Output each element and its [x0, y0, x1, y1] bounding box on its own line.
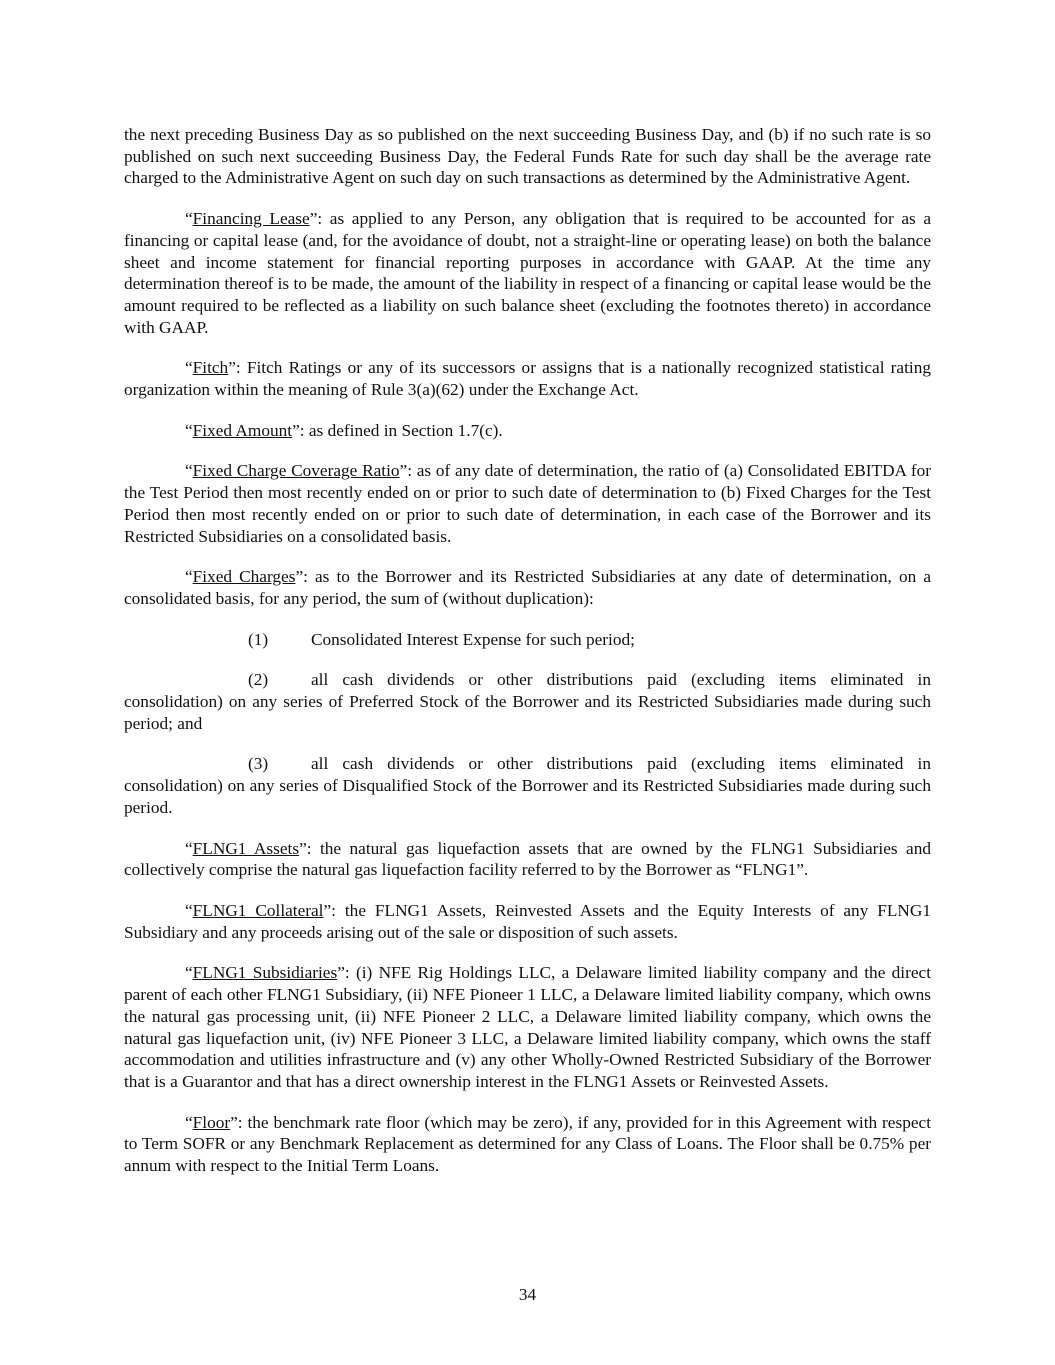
defined-term: Financing Lease	[192, 209, 310, 229]
definition-flng1-collateral: “FLNG1 Collateral”: the FLNG1 Assets, Reinvested Assets and the Equity Interests of any FLNG1 Subsidiary and any proceeds arising out of the sale or disposition of such assets.	[124, 900, 932, 942]
page-number: 34	[518, 1285, 537, 1304]
definition-floor: “Floor”: the benchmark rate floor (which may be zero), if any, provided for in this Agreement with respect to Term SOFR or any Benchmark Replacement as determined for any Class of Loans. The Floor shall be 0.75% per annum with respect to the Initial Term Loans.	[124, 1112, 931, 1176]
list-number: (3)	[248, 754, 269, 774]
definition-flng1-assets: “FLNG1 Assets”: the natural gas liquefaction assets that are owned by the FLNG1 Subsidiaries and collectively comprise the natural gas liquefaction facility referred to by the Borrower as “FLNG1”.	[124, 838, 931, 880]
definition-fixed-charge-coverage-ratio: “Fixed Charge Coverage Ratio”: as of any date of determination, the ratio of (a) Consolidated EBITDA for the Test Period then most recently ended on or prior to such date of determination to (b) Fixed Charges for the Test Period then most recently ended on or prior to such date of determination, in each case of the Borrower and its Restricted Subsidiaries on a consolidated basis.	[124, 461, 931, 546]
list-item: (3) all cash dividends or other distributions paid (excluding items eliminated in consolidation) on any series of Disqualified Stock of the Borrower and its Restricted Subsidiaries made during such period.	[124, 754, 931, 817]
list-number: (2)	[248, 670, 269, 690]
defined-term: Fitch	[192, 358, 229, 378]
defined-term: Fixed Charges	[192, 567, 296, 587]
definition-fixed-amount: “Fixed Amount”: as defined in Section 1.7(c).	[185, 420, 503, 440]
defined-term: FLNG1 Collateral	[192, 900, 324, 920]
list-number: (1)	[248, 629, 269, 649]
list-item: (2) all cash dividends or other distributions paid (excluding items eliminated in consolidation) on any series of Preferred Stock of the Borrower and its Restricted Subsidiaries made during such period; and	[124, 670, 931, 733]
defined-term: FLNG1 Subsidiaries	[192, 963, 338, 983]
document-body	[124, 124, 931, 1196]
list-item: (1) Consolidated Interest Expense for such period;	[248, 629, 635, 649]
definition-fixed-charges: “Fixed Charges”: as to the Borrower and its Restricted Subsidiaries at any date of determination, on a consolidated basis, for any period, the sum of (without duplication):	[124, 567, 931, 608]
defined-term: Fixed Amount	[192, 420, 293, 440]
definition-flng1-subsidiaries: “FLNG1 Subsidiaries”: (i) NFE Rig Holdings LLC, a Delaware limited liability company and the direct parent of each other FLNG1 Subsidiary, (ii) NFE Pioneer 1 LLC, a Delaware limited liability company, which owns the natural gas processing unit, (ii) NFE Pioneer 2 LLC, a Delaware limited liability company, which owns the natural gas liquefaction unit, (iv) NFE Pioneer 3 LLC, a Delaware limited liability company, which owns the staff accommodation and utilities infrastructure and (v) any other Wholly-Owned Restricted Subsidiary of the Borrower that is a Guarantor and that has a direct ownership interest in the FLNG1 Assets or Reinvested Assets.	[124, 963, 931, 1091]
intro-paragraph: the next preceding Business Day as so published on the next succeeding Business Day, and (b) if no such rate is so published on such next succeeding Business Day, the Federal Funds Rate for such day shall be the average rate charged to the Administrative Agent on such day on such transactions as determined by the Administrative Agent.	[124, 125, 931, 188]
defined-term: FLNG1 Assets	[192, 838, 300, 858]
defined-term: Floor	[192, 1112, 231, 1132]
defined-term: Fixed Charge Coverage Ratio	[192, 461, 400, 481]
definition-fitch: “Fitch”: Fitch Ratings or any of its successors or assigns that is a nationally recognized statistical rating organization within the meaning of Rule 3(a)(62) under the Exchange Act.	[124, 358, 931, 400]
definition-financing-lease: “Financing Lease”: as applied to any Person, any obligation that is required to be accounted for as a financing or capital lease (and, for the avoidance of doubt, not a straight-line or operating lease) on both the balance sheet and income statement for financial reporting purposes in accordance with GAAP. At the time any determination thereof is to be made, the amount of the liability in respect of a financing or capital lease would be the amount required to be reflected as a liability on such balance sheet (excluding the footnotes thereto) in accordance with GAAP.	[124, 209, 932, 337]
